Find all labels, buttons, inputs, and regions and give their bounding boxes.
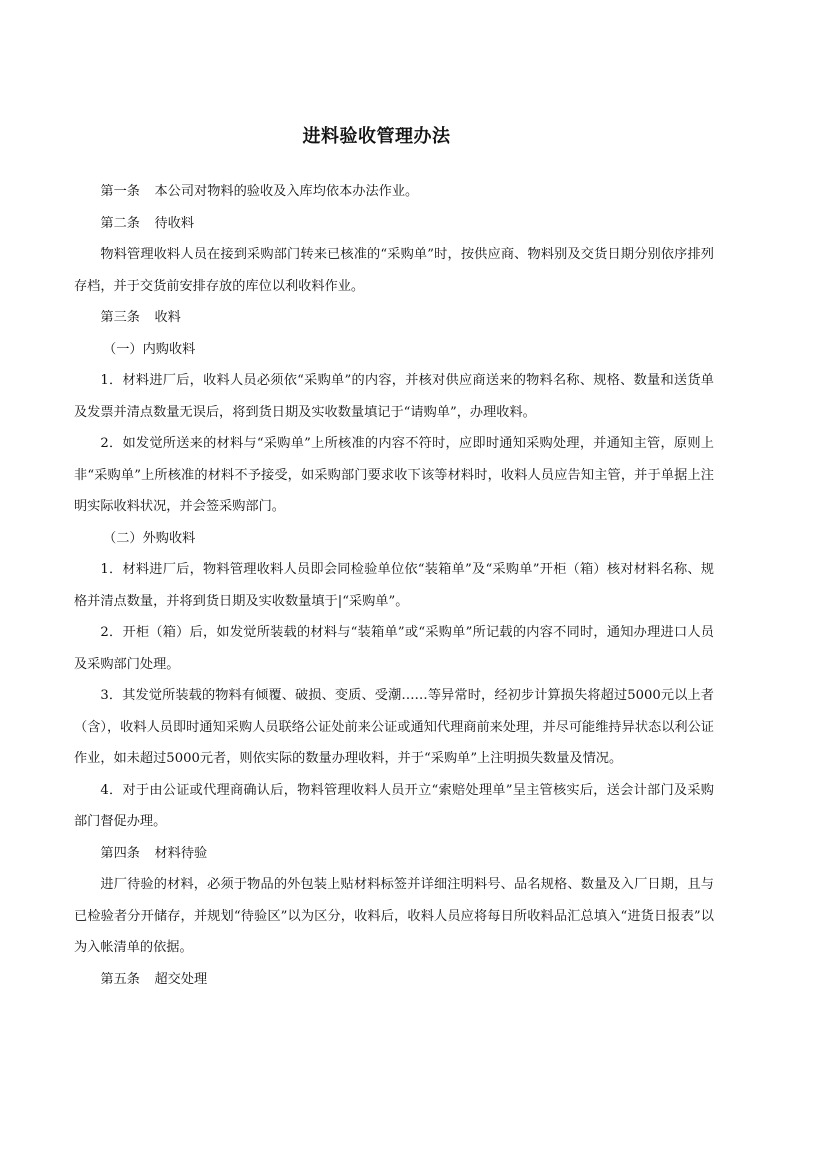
- article-1: [74, 176, 714, 208]
- paragraph: 1．材料进厂后，物料管理收料人员即会同检验单位依“装箱单”及“采购单”开柜（箱）核对材料名称、规格并清点数量，并将到货日期及实收数量填于|“采购单”。: [74, 562, 714, 609]
- article-label: 第五条: [100, 971, 140, 987]
- section-heading: （二）外购收料: [103, 530, 196, 546]
- article-label: 第三条: [100, 310, 140, 325]
- article-label: 第一条: [100, 184, 140, 199]
- paragraph: 2．如发觉所送来的材料与“采购单”上所核准的内容不符时，应即时通知采购处理，并通知主管，原则上非“采购单”上所核准的材料不予接受，如采购部门要求收下该等材料时，收料人员应告知主管，并于单据上注明实际收料状况，并会签采购部门。: [74, 436, 714, 514]
- article-label: 第二条: [100, 215, 140, 231]
- paragraph: 物料管理收料人员在接到采购部门转来已核准的“采购单”时，按供应商、物料别及交货日期分别依序排列存档，并于交货前安排存放的库位以利收料作业。: [74, 247, 714, 294]
- article-text: 本公司对物料的验收及入库均依本办法作业。: [154, 184, 419, 199]
- document-title: 进料验收管理办法: [302, 126, 451, 148]
- article-heading: 收料: [154, 310, 181, 325]
- paragraph: 进厂待验的材料，必须于物品的外包装上贴材料标签并详细注明料号、品名规格、数量及入厂日期，且与已检验者分开储存，并规划“待验区”以为区分，收料后，收料人员应将每日所收料品汇总填入“进货日报表”以为入帐清单的依据。: [74, 877, 714, 955]
- article-3: [74, 302, 714, 334]
- paragraph: 2．开柜（箱）后，如发觉所装载的材料与“装箱单”或“采购单”所记载的内容不同时，通知办理进口人员及采购部门处理。: [74, 625, 714, 672]
- article-2: [74, 208, 714, 240]
- document-body: [74, 176, 714, 995]
- article-5: [74, 964, 714, 996]
- article-heading: 待收料: [154, 215, 195, 231]
- section-heading: （一）内购收料: [103, 341, 196, 357]
- article-4: [74, 838, 714, 870]
- article-heading: 材料待验: [154, 845, 208, 861]
- paragraph: 4．对于由公证或代理商确认后，物料管理收料人员开立“索赔处理单”呈主管核实后，送会计部门及采购部门督促办理。: [74, 782, 714, 829]
- paragraph: 3．其发觉所装载的物料有倾覆、破损、变质、受潮……等异常时，经初步计算损失将超过5000元以上者（含），收料人员即时通知采购人员联络公证处前来公证或通知代理商前来处理，并尽可能维持异状态以利公证作业，如未超过5000元者，则依实际的数量办理收料，并于“采购单”上注明损失数量及情况。: [74, 688, 714, 766]
- paragraph: 1．材料进厂后，收料人员必须依“采购单”的内容，并核对供应商送来的物料名称、规格、数量和送货单及发票并清点数量无误后，将到货日期及实收数量填记于“请购单”，办理收料。: [74, 373, 714, 420]
- article-heading: 超交处理: [154, 971, 208, 987]
- article-label: 第四条: [100, 845, 140, 861]
